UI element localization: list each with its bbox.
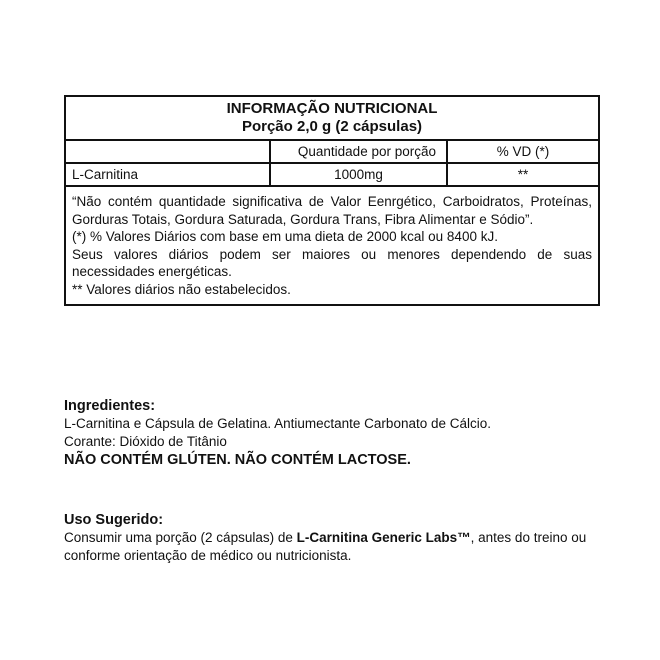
column-header-vd: % VD (*) [446, 141, 598, 162]
note-values-vary: Seus valores diários podem ser maiores ou menores dependendo de suas necessidades energéticas. [72, 246, 592, 279]
note-not-significant: “Não contém quantidade significativa de Valor Eenrgético, Carboidratos, Proteínas, Gorduras Totais, Gordura Saturada, Gordura Trans, Fibra Alimentar e Sódio”. [72, 194, 592, 227]
nutrient-name: L-Carnitina [72, 167, 139, 182]
note-daily-values: (*) % Valores Diários com base em uma dieta de 2000 kcal ou 8400 kJ. [72, 229, 498, 244]
column-header-amount: Quantidade por porção [269, 141, 446, 162]
usage-title: Uso Sugerido: [64, 512, 164, 528]
usage-text [64, 529, 606, 565]
usage-product-name: L-Carnitina Generic Labs™ [296, 530, 471, 545]
column-header-nutrient [66, 141, 269, 162]
ingredients-title: Ingredientes: [64, 398, 156, 414]
nutrition-notes [66, 187, 598, 304]
note-not-established: ** Valores diários não estabelecidos. [72, 281, 291, 297]
allergen-warning: NÃO CONTÉM GLÚTEN. NÃO CONTÉM LACTOSE. [64, 452, 411, 468]
nutrition-column-headers [66, 141, 598, 164]
usage-text-before: Consumir uma porção (2 cápsulas) de [64, 530, 297, 545]
nutrition-title: INFORMAÇÃO NUTRICIONAL [226, 100, 438, 117]
nutrition-portion: Porção 2,0 g (2 cápsulas) [241, 118, 423, 135]
nutrient-amount: 1000mg [269, 164, 446, 185]
usage-text-after: , antes do treino ou conforme orientação de médico ou nutricionista. [64, 530, 587, 563]
ingredients-colorant: Corante: Dióxido de Titânio [64, 434, 227, 449]
nutrition-row [66, 164, 598, 187]
usage-section [64, 511, 624, 565]
ingredients-section [64, 397, 624, 469]
nutrition-table [64, 95, 600, 306]
nutrient-vd: ** [446, 164, 598, 185]
nutrition-header [66, 97, 598, 141]
ingredients-line: L-Carnitina e Cápsula de Gelatina. Antiumectante Carbonato de Cálcio. [64, 416, 492, 431]
